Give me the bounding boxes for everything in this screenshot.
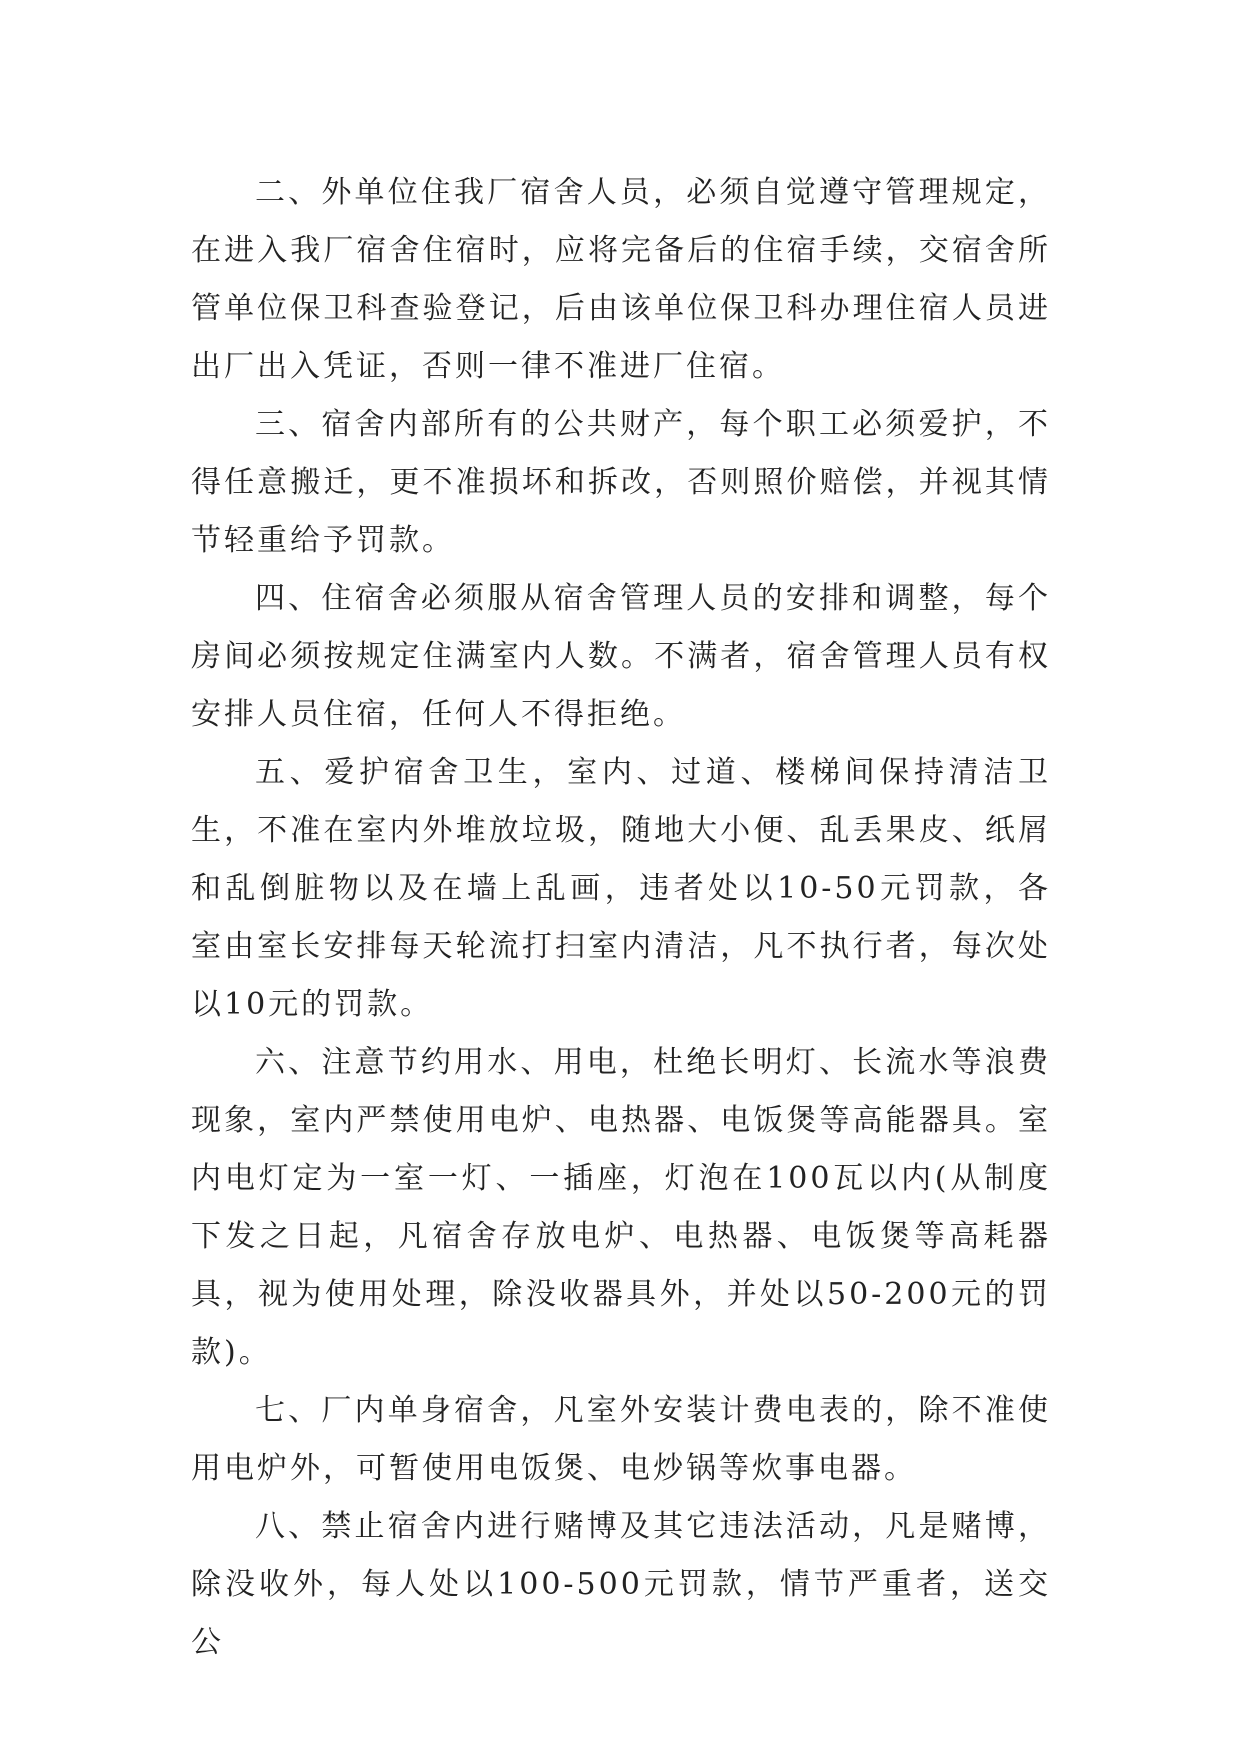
- rule-paragraph-8: 八、禁止宿舍内进行赌博及其它违法活动，凡是赌博，除没收外，每人处以100-500元罚款，情节严重者，送交公: [191, 1509, 1051, 1660]
- rule-paragraph-6: 六、注意节约用水、用电，杜绝长明灯、长流水等浪费现象，室内严禁使用电炉、电热器、电饭煲等高能器具。室内电灯定为一室一灯、一插座，灯泡在100瓦以内(从制度下发之日起，凡宿舍存放电炉、电热器、电饭煲等高耗器具，视为使用处理，除没收器具外，并处以50-200元的罚款)。: [191, 1045, 1051, 1370]
- rule-paragraph-3: 三、宿舍内部所有的公共财产，每个职工必须爱护，不得任意搬迁，更不准损坏和拆改，否则照价赔偿，并视其情节轻重给予罚款。: [191, 407, 1051, 558]
- rule-paragraph-2: 二、外单位住我厂宿舍人员，必须自觉遵守管理规定，在进入我厂宿舍住宿时，应将完备后的住宿手续，交宿舍所管单位保卫科查验登记，后由该单位保卫科办理住宿人员进出厂出入凭证，否则一律不准进厂住宿。: [191, 175, 1051, 384]
- rule-paragraph-5: 五、爱护宿舍卫生，室内、过道、楼梯间保持清洁卫生，不准在室内外堆放垃圾，随地大小便、乱丢果皮、纸屑和乱倒脏物以及在墙上乱画，违者处以10-50元罚款，各室由室长安排每天轮流打扫室内清洁，凡不执行者，每次处以10元的罚款。: [191, 755, 1051, 1022]
- rule-paragraph-4: 四、住宿舍必须服从宿舍管理人员的安排和调整，每个房间必须按规定住满室内人数。不满者，宿舍管理人员有权安排人员住宿，任何人不得拒绝。: [191, 581, 1051, 732]
- rule-paragraph-7: 七、厂内单身宿舍，凡室外安装计费电表的，除不准使用电炉外，可暂使用电饭煲、电炒锅等炊事电器。: [191, 1393, 1051, 1486]
- rules-text-body: [191, 164, 1051, 1672]
